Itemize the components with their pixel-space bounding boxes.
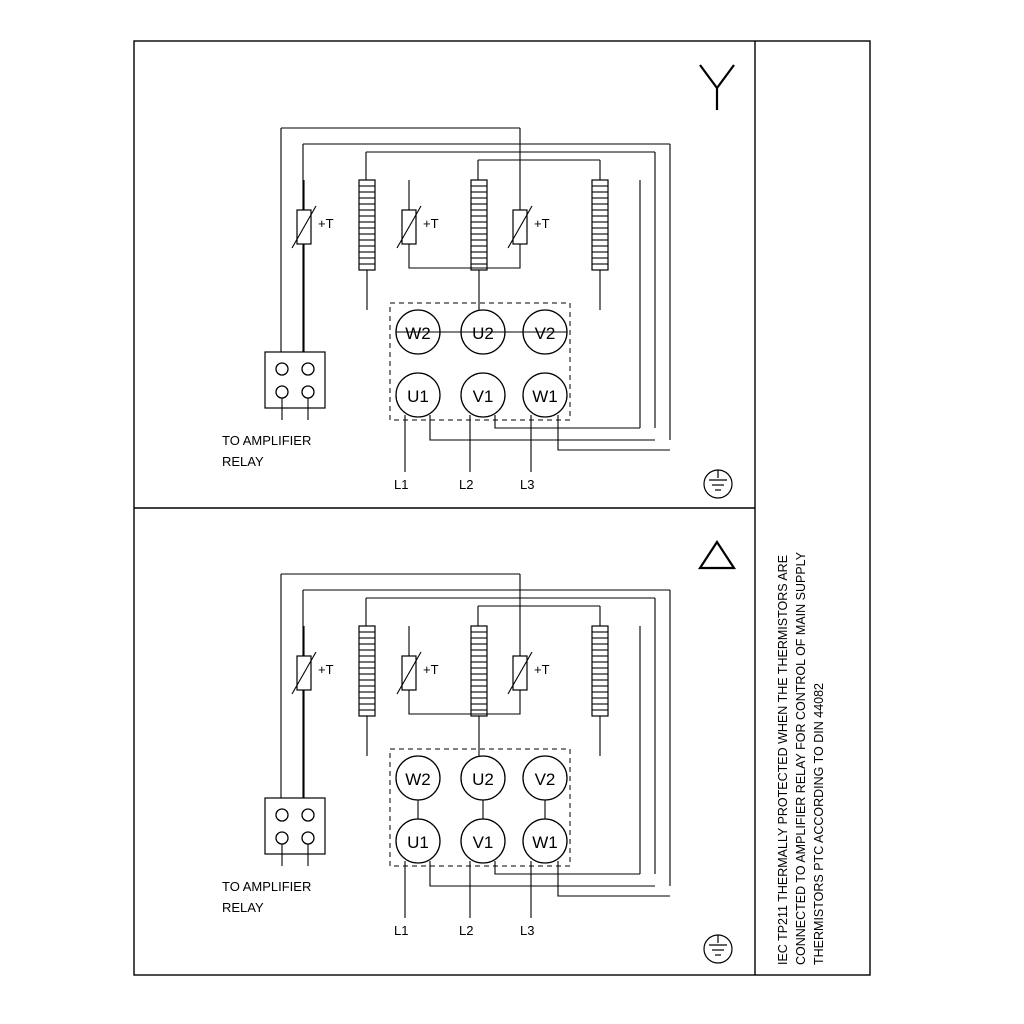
- earth-ground-icon: [704, 935, 732, 963]
- supply-label-L2: L2: [459, 477, 474, 492]
- supply-label-L1: L1: [394, 477, 409, 492]
- terminal-label: U2: [472, 324, 494, 343]
- note-line-1: IEC TP211 THERMALLY PROTECTED WHEN THE THERMISTORS ARE: [776, 554, 790, 965]
- terminal-label: U2: [472, 770, 494, 789]
- delta-triangle-icon: [700, 542, 734, 568]
- terminal-label: U1: [407, 833, 429, 852]
- star-terminal-V1: [461, 373, 505, 417]
- delta-coil-3: [592, 626, 608, 756]
- delta-coil-1: [359, 626, 375, 756]
- delta-terminal-U1: [396, 819, 440, 863]
- thermistor-label: +T: [534, 216, 550, 231]
- delta-thermistor-1: [292, 652, 334, 694]
- star-coil-3: [592, 180, 608, 310]
- delta-bridge-links: [418, 800, 545, 819]
- delta-terminal-U2: [461, 756, 505, 800]
- terminal-label: U1: [407, 387, 429, 406]
- thermistor-label: +T: [423, 662, 439, 677]
- star-terminal-W1: [523, 373, 567, 417]
- thermistor-label: +T: [318, 662, 334, 677]
- delta-amplifier-terminal-block: [265, 798, 325, 866]
- terminal-label: W2: [405, 770, 431, 789]
- terminal-label: V1: [472, 387, 494, 406]
- thermistor-label: +T: [423, 216, 439, 231]
- delta-thermistor-3: [508, 652, 550, 694]
- star-amplifier-terminal-block: [265, 352, 325, 420]
- terminal-label: V2: [534, 324, 556, 343]
- note-line-2: CONNECTED TO AMPLIFIER RELAY FOR CONTROL OF MAIN SUPPLY: [794, 551, 808, 965]
- thermistor-label: +T: [534, 662, 550, 677]
- thermistor-label: +T: [318, 216, 334, 231]
- star-wye-icon: [700, 65, 734, 110]
- terminal-label: W1: [532, 833, 558, 852]
- supply-label-L3: L3: [520, 477, 535, 492]
- terminal-label: W1: [532, 387, 558, 406]
- star-coil-2: [471, 180, 487, 310]
- terminal-label: V2: [534, 770, 556, 789]
- terminal-label: W2: [405, 324, 431, 343]
- star-thermistor-3: [508, 206, 550, 248]
- amplifier-label-line2: RELAY: [222, 454, 264, 469]
- delta-terminal-V1: [461, 819, 505, 863]
- star-coil-1: [359, 180, 375, 310]
- note-line-3: THERMISTORS PTC ACCORDING TO DIN 44082: [812, 682, 826, 965]
- panel-delta: [222, 542, 734, 963]
- delta-terminal-W2: [396, 756, 440, 800]
- amplifier-label-line1: TO AMPLIFIER: [222, 879, 312, 894]
- note-text-block: [776, 551, 826, 965]
- earth-ground-icon: [704, 470, 732, 498]
- star-thermistor-2: [397, 206, 439, 248]
- supply-label-L1: L1: [394, 923, 409, 938]
- supply-label-L2: L2: [459, 923, 474, 938]
- amplifier-label-line2: RELAY: [222, 900, 264, 915]
- star-terminal-U1: [396, 373, 440, 417]
- amplifier-label-line1: TO AMPLIFIER: [222, 433, 312, 448]
- delta-terminal-W1: [523, 819, 567, 863]
- delta-terminal-V2: [523, 756, 567, 800]
- terminal-label: V1: [472, 833, 494, 852]
- panel-star: [222, 65, 734, 498]
- delta-coil-2: [471, 626, 487, 756]
- delta-thermistor-2: [397, 652, 439, 694]
- supply-label-L3: L3: [520, 923, 535, 938]
- star-thermistor-1: [292, 206, 334, 248]
